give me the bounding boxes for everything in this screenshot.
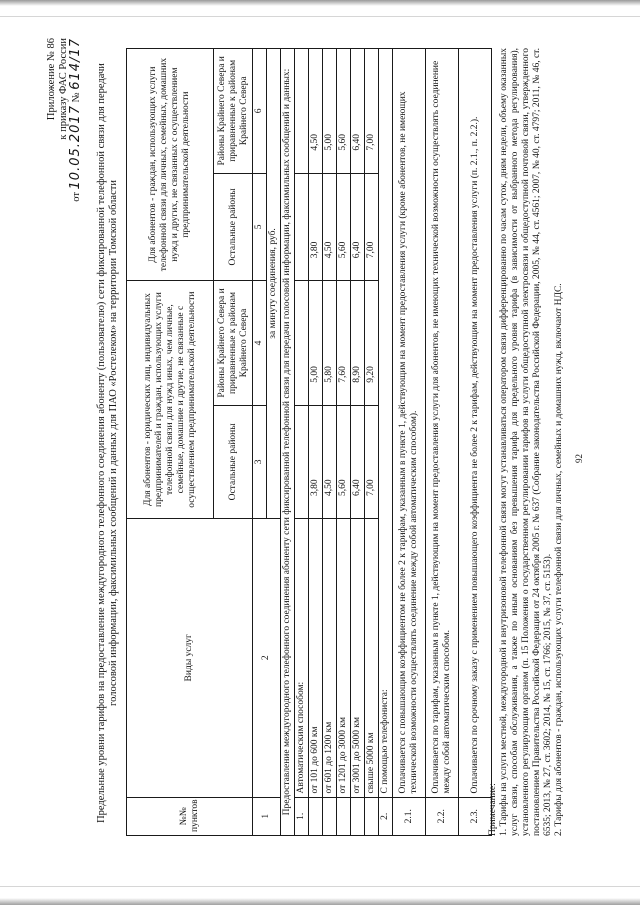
price-value: 4,50 — [323, 173, 337, 281]
price-value: 6,40 — [351, 405, 365, 518]
scan-line — [0, 16, 640, 17]
table-row — [459, 49, 492, 836]
item-number: 2.3. — [459, 797, 492, 835]
order-date-line — [70, 38, 83, 218]
price-value: 5,60 — [337, 405, 351, 518]
document-page — [38, 28, 598, 868]
page-number: 92 — [574, 454, 584, 463]
column-number: 1 — [253, 797, 281, 835]
scan-line — [0, 886, 640, 887]
order-reference: к приказу ФАС России — [58, 38, 69, 140]
price-value: 7,60 — [337, 281, 351, 406]
section-row — [281, 49, 295, 836]
price-value: 5,80 — [323, 281, 337, 406]
subheader-far-north: Районы Крайнего Севера и приравненные к районам Крайнего Севера — [214, 49, 253, 174]
table-row — [337, 49, 351, 836]
subheader-other-regions: Остальные районы — [214, 173, 253, 281]
price-value: 6,40 — [351, 173, 365, 281]
column-number: 4 — [253, 281, 267, 406]
price-value: 4,50 — [309, 49, 323, 174]
price-value: 4,50 — [323, 405, 337, 518]
operator-tariff-rule: Оплачивается по тарифам, указанным в пункте 1, действующим на момент предоставления услуги для абонентов, не имеющих технической возможности осуществлять соединение между собой автоматическим способом. — [426, 49, 459, 798]
scan-edge-top — [0, 0, 640, 6]
table-row — [323, 49, 337, 836]
handwritten-number: 614/17 — [68, 38, 83, 90]
item-row — [295, 49, 309, 836]
price-value: 5,60 — [337, 173, 351, 281]
column-number: 6 — [253, 49, 267, 174]
item-number: 2.1. — [393, 797, 426, 835]
header-service-type: Виды услуг — [127, 518, 253, 797]
header-legal-entities: Для абонентов - юридических лиц, индивидуальных предпринимателей и граждан, использующих услуги телефонной связи для нужд иных, чем личные, семейные, домашние и другие, не связанные с осуществлением предпринимательской деятельности — [127, 281, 214, 519]
price-value: 3,80 — [309, 405, 323, 518]
number-prefix: № — [71, 92, 82, 103]
appendix-number: Приложение № 86 — [46, 38, 57, 121]
scan-edge-bottom — [0, 898, 640, 905]
table-row — [365, 49, 379, 836]
note-1: 1. Тарифы на услуги местной, междугородной и внутризоновой телефонной связи могут устанавливаться оператором связи дифференцированно по часам суток, дням недели, объему оказанных услуг связи, способам обслуживания, а также по иным основаниям без превышения тарифа для предельного уровня тарифа (в зависимости от выбранного метода регулирования), установленного регулирующим органом (п. 15 Положения о государственном регулировании тарифов на услуги общедоступной электросвязи и общедоступной почтовой связи, утвержденного постановлением Правительства Российской Федерации от 24 октября 2005 г. № 637 (Собрание законодательства Российской Федерации, 2005, № 44, ст. 4561; 2007, № 40, ст. 4797; 2011, № 46, ст. 6535; 2013, № 27, ст. 3602; 2014, № 15, ст. 1766; 2015, № 37, ст. 5153). — [499, 48, 553, 836]
header-citizens: Для абонентов - граждан, использующих услуги телефонной связи для личных, семейных, домашних нужд и других, не связанных с осуществлением предпринимательской деятельности — [127, 49, 214, 281]
price-value: 7,00 — [365, 49, 379, 174]
price-value: 5,00 — [309, 281, 323, 406]
price-value: 3,80 — [309, 173, 323, 281]
price-value: 8,90 — [351, 281, 365, 406]
column-number: 3 — [253, 405, 267, 518]
price-value: 5,60 — [337, 49, 351, 174]
item-number: 2. — [379, 797, 393, 835]
notes-heading: Примечание: — [488, 783, 498, 836]
header-item-number: №№ пунктов — [127, 797, 253, 835]
handwritten-date: 10.05.2017 — [68, 105, 83, 190]
notes-section — [488, 48, 565, 836]
item-number: 1. — [295, 797, 309, 835]
table-header-row — [127, 49, 214, 836]
item-label: С помощью телефониста: — [379, 49, 393, 798]
distance-label: свыше 5000 км — [365, 518, 379, 797]
table-row — [426, 49, 459, 836]
distance-label: от 1201 до 3000 км — [337, 518, 351, 797]
column-number: 5 — [253, 173, 267, 281]
price-value: 7,00 — [365, 405, 379, 518]
column-number: 2 — [253, 518, 281, 797]
subheader-other-regions: Остальные районы — [214, 405, 253, 518]
document-title: Предельные уровни тарифов на предоставление междугородного телефонного соединения абоненту (пользователю) сети фиксированной телефонной связи для передачи голосовой информации, факсимильных сообщений и данных для ПАО «Ростелеком» на территории Томской области — [96, 63, 119, 823]
price-value: 5,00 — [323, 49, 337, 174]
note-2: 2. Тарифы для абонентов - граждан, использующих услуги телефонной связи для личных, семейных и домашних нужд, включают НДС. — [554, 283, 564, 836]
item-label: Автоматическим способом: — [295, 518, 309, 797]
operator-tariff-rule: Оплачивается по срочному заказу с применением повышающего коэффициента не более 2 к тарифам, действующим на момент предоставления услуги (п. 2.1., п. 2.2.). — [459, 49, 492, 798]
price-unit: за минуту соединения, руб. — [267, 49, 281, 519]
price-value: 9,20 — [365, 281, 379, 406]
table-row — [309, 49, 323, 836]
operator-tariff-rule: Оплачивается с повышающим коэффициентом не более 2 к тарифам, указанным в пункте 1, действующим на момент предоставления услуги (кроме абонентов, не имеющих технической возможности осуществлять соединение между собой автоматическим способом). — [393, 49, 426, 798]
item-row — [379, 49, 393, 836]
subheader-far-north: Районы Крайнего Севера и приравненные к районам Крайнего Севера — [214, 281, 253, 406]
appendix-header — [46, 38, 83, 218]
distance-label: от 601 до 1200 км — [323, 518, 337, 797]
distance-label: от 101 до 600 км — [309, 518, 323, 797]
distance-label: от 3001 до 5000 км — [351, 518, 365, 797]
price-value: 7,00 — [365, 173, 379, 281]
section-title: Предоставление междугородного телефонного соединения абоненту сети фиксированной телефонной связи для передачи голосовой информации, факсимильных сообщений и данных: — [281, 49, 295, 836]
date-prefix: от — [71, 192, 82, 202]
item-number: 2.2. — [426, 797, 459, 835]
column-numbering-row — [253, 49, 267, 836]
price-value: 6,40 — [351, 49, 365, 174]
table-row — [393, 49, 426, 836]
table-row — [351, 49, 365, 836]
tariff-table — [126, 48, 492, 836]
